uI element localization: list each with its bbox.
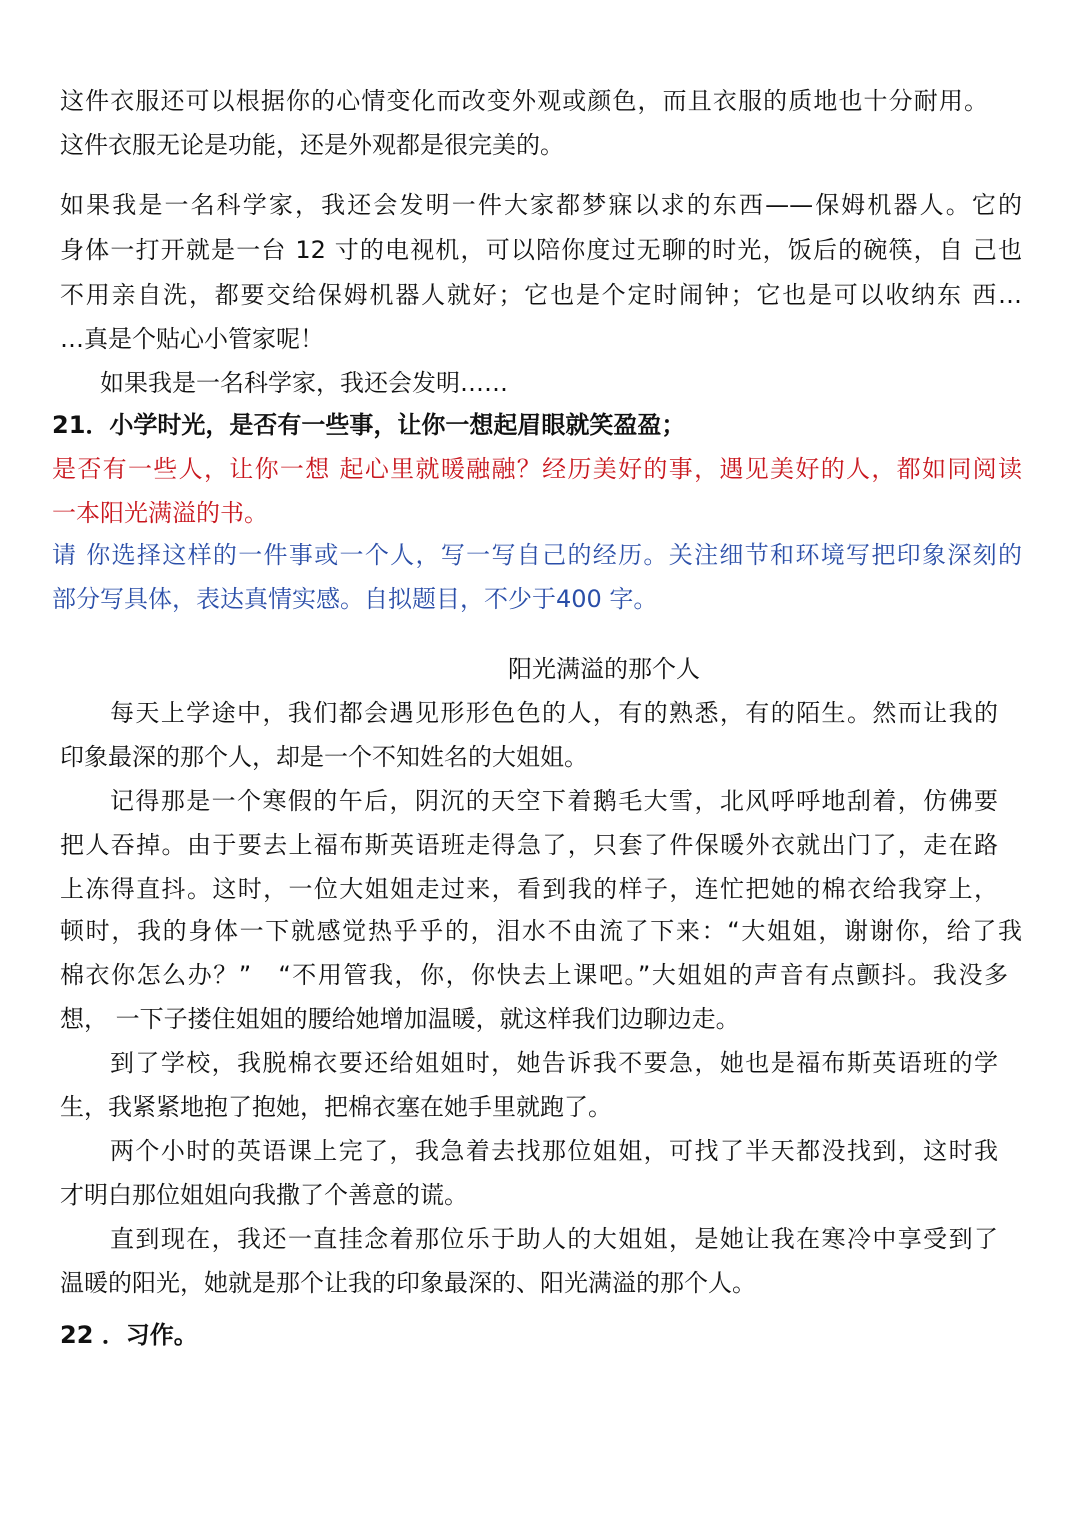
q21-prompt-blue-1: 请 你选择这样的一件事或一个人，写一写自己的经历。关注细节和环境写把印象深刻的 [52, 541, 1022, 569]
essay-title: 阳光满溢的那个人 [508, 655, 700, 683]
q21-title: 21．小学时光，是否有一些事，让你一想起眉眼就笑盈盈； [52, 411, 686, 439]
essay-line-8: 想， 一下子搂住姐姐的腰给她增加温暖，就这样我们边聊边走。 [60, 1005, 740, 1033]
intro-line-3: 如果我是一名科学家，我还会发明一件大家都梦寐以求的东西——保姆机器人。它的 [60, 191, 1022, 219]
essay-line-4: 把人吞掉。由于要去上福布斯英语班走得急了，只套了件保暖外衣就出门了，走在路 [60, 831, 998, 859]
essay-line-13: 直到现在，我还一直挂念着那位乐于助人的大姐姐，是她让我在寒冷中享受到了 [110, 1225, 998, 1253]
essay-line-11: 两个小时的英语课上完了，我急着去找那位姐姐，可找了半天都没找到，这时我 [110, 1137, 998, 1165]
essay-line-7: 棉衣你怎么办？” “不用管我，你，你快去上课吧。”大姐姐的声音有点颤抖。我没多 [60, 961, 1008, 989]
essay-line-14: 温暖的阳光，她就是那个让我的印象最深的、阳光满溢的那个人。 [60, 1269, 756, 1297]
intro-line-2: 这件衣服无论是功能，还是外观都是很完美的。 [60, 131, 564, 159]
essay-line-5: 上冻得直抖。这时，一位大姐姐走过来，看到我的样子，连忙把她的棉衣给我穿上， [60, 875, 998, 903]
intro-line-6: …真是个贴心小管家呢！ [60, 325, 324, 353]
essay-line-10: 生，我紧紧地抱了抱她，把棉衣塞在她手里就跑了。 [60, 1093, 612, 1121]
q21-prompt-red-1: 是否有一些人，让你一想 起心里就暖融融？经历美好的事，遇见美好的人，都如同阅读 [52, 455, 1022, 483]
essay-line-2: 印象最深的那个人，却是一个不知姓名的大姐姐。 [60, 743, 588, 771]
q21-prompt-blue-2: 部分写具体，表达真情实感。自拟题目，不少于400 字。 [52, 585, 658, 613]
essay-line-1: 每天上学途中，我们都会遇见形形色色的人，有的熟悉，有的陌生。然而让我的 [110, 699, 998, 727]
q21-prompt-red-2: 一本阳光满溢的书。 [52, 499, 268, 527]
essay-line-12: 才明白那位姐姐向我撒了个善意的谎。 [60, 1181, 468, 1209]
intro-line-7: 如果我是一名科学家，我还会发明…… [100, 369, 508, 397]
intro-line-1: 这件衣服还可以根据你的心情变化而改变外观或颜色，而且衣服的质地也十分耐用。 [60, 87, 988, 115]
essay-line-3: 记得那是一个寒假的午后，阴沉的天空下着鹅毛大雪，北风呼呼地刮着，仿佛要 [110, 787, 998, 815]
q22-title: 22 ．习作。 [60, 1321, 198, 1349]
essay-line-6: 顿时，我的身体一下就感觉热乎乎的，泪水不由流了下来：“大姐姐，谢谢你，给了我 [60, 917, 1022, 945]
intro-line-5: 不用亲自洗，都要交给保姆机器人就好；它也是个定时闹钟；它也是可以收纳东 西… [60, 281, 1022, 309]
intro-line-4: 身体一打开就是一台 12 寸的电视机，可以陪你度过无聊的时光，饭后的碗筷，自 己也 [60, 236, 1022, 264]
essay-line-9: 到了学校，我脱棉衣要还给姐姐时，她告诉我不要急，她也是福布斯英语班的学 [110, 1049, 998, 1077]
